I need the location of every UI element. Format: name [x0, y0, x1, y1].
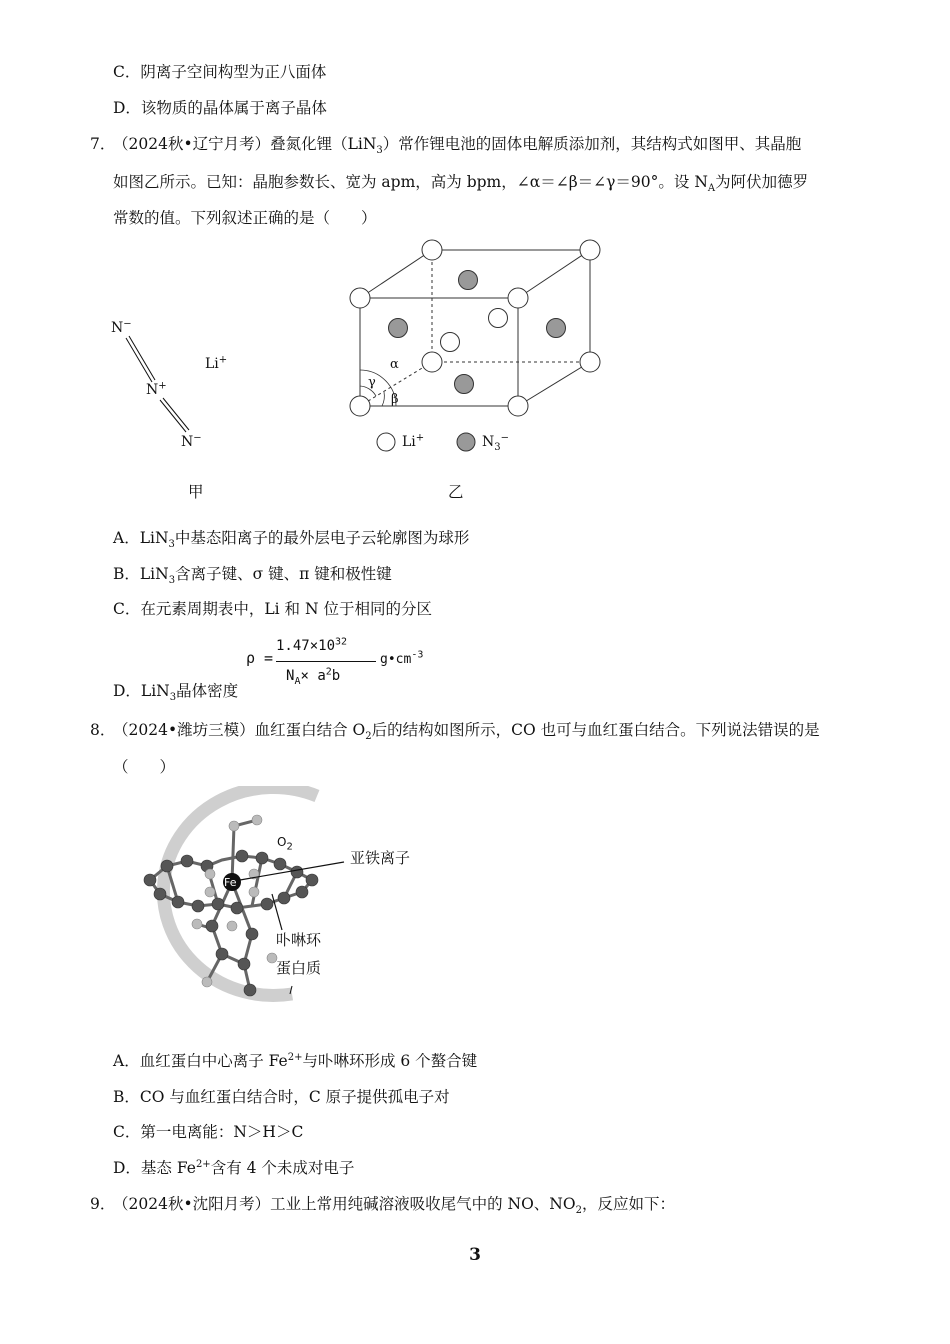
question-8-number: 8．	[90, 721, 116, 739]
formula-numerator: $1.47\times 10^{32}$	[276, 636, 348, 654]
label-o2: $O_2$	[277, 835, 293, 853]
option-d-prev: D．该物质的晶体属于离子晶体	[113, 99, 327, 117]
option-c-prev: C．阴离子空间构型为正八面体	[113, 63, 327, 81]
question-7-number: 7．	[90, 135, 116, 153]
legend-li-label: Li+	[402, 432, 425, 450]
formula-rho: ρ =	[246, 649, 274, 667]
q8-option-d: D．基态 $Fe^{2+}$含有 4 个未成对电子	[113, 1158, 355, 1177]
q8-option-a: A．血红蛋白中心离子 $Fe^{2+}$与卟啉环形成 6 个螯合键	[113, 1051, 478, 1070]
question-9-line-1: （2024秋•沈阳月考）工业上常用纯碱溶液吸收尾气中的 NO、$NO_2$，反应如下：	[113, 1195, 675, 1217]
q7-option-d: D．LiN$_3$晶体密度	[113, 682, 239, 704]
q7-option-b: B．LiN$_3$含离子键、σ 键、π 键和极性键	[113, 565, 392, 587]
formula-fraction-bar	[276, 661, 376, 662]
angle-gamma-label: γ	[368, 375, 376, 390]
q7-option-a: A．LiN$_3$中基态阳离子的最外层电子云轮廓图为球形	[113, 529, 470, 551]
page-number: 3	[469, 1245, 481, 1265]
question-7-line-1: （2024秋•辽宁月考）叠氮化锂（LiN$_3$）常作锂电池的固体电解质添加剂，其结构式如图甲、其晶胞	[113, 135, 802, 157]
label-porphyrin-ring: 卟啉环	[276, 931, 322, 949]
jia-n-middle: N+	[146, 380, 167, 398]
question-9-number: 9．	[90, 1195, 116, 1213]
jia-n-top: N−	[111, 318, 132, 336]
formula-unit: $g•cm^{-3}$	[380, 649, 424, 667]
jia-li: Li+	[205, 354, 228, 372]
label-ferrous-ion: 亚铁离子	[350, 849, 411, 867]
angle-beta-label: β	[391, 392, 399, 407]
jia-n-bottom: N−	[181, 432, 202, 450]
figure-jia-caption: 甲	[188, 483, 204, 501]
label-protein: 蛋白质	[276, 959, 322, 977]
question-8-line-2: （ ）	[113, 758, 176, 776]
figure-jia-structure	[100, 310, 260, 510]
question-7-line-3: 常数的值。下列叙述正确的是（ ）	[113, 209, 377, 227]
angle-alpha-label: α	[390, 357, 399, 372]
question-8-line-1: （2024•潍坊三模）血红蛋白结合 $O_2$后的结构如图所示，CO 也可与血红蛋白结合。下列说法错误的是	[113, 721, 820, 743]
formula-denominator: $N_A\times a^2b$	[286, 666, 341, 687]
q7-option-c: C．在元素周期表中，Li 和 N 位于相同的分区	[113, 600, 432, 618]
legend-n3-label: $N_3^-$	[482, 432, 510, 453]
q8-option-c: C．第一电离能：N＞H＞C	[113, 1123, 304, 1141]
figure-yi-unit-cell	[340, 232, 620, 462]
question-7-line-2: 如图乙所示。已知：晶胞参数长、宽为 apm，高为 bpm，∠α＝∠β＝∠γ＝90°。设 $N_A$为阿伏加德罗	[113, 173, 809, 195]
q8-option-b: B．CO 与血红蛋白结合时，C 原子提供孤电子对	[113, 1088, 450, 1106]
figure-yi-caption: 乙	[448, 483, 464, 501]
figure-hemoglobin	[112, 786, 442, 1020]
label-fe: Fe	[224, 876, 237, 889]
